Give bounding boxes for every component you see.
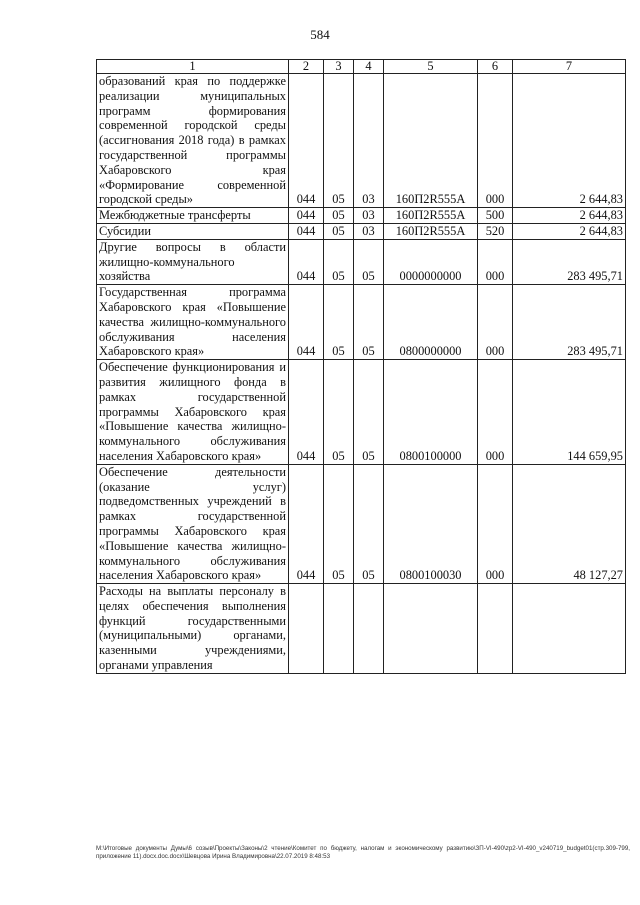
subsection-code: 03 xyxy=(354,223,384,239)
ved-code xyxy=(289,584,324,674)
row-name: Расходы на выплаты персоналу в целях обеспечения выполнения функций государственными (муниципальными) органами, казенными учреждениями, органами управления xyxy=(97,584,289,674)
table-row xyxy=(97,285,626,360)
expense-type-code: 000 xyxy=(478,285,513,360)
amount: 283 495,71 xyxy=(513,239,626,284)
table-row xyxy=(97,208,626,224)
amount: 2 644,83 xyxy=(513,223,626,239)
header-cell: 2 xyxy=(289,60,324,74)
amount: 144 659,95 xyxy=(513,360,626,465)
section-code: 05 xyxy=(324,208,354,224)
subsection-code: 03 xyxy=(354,208,384,224)
target-article-code xyxy=(384,584,478,674)
target-article-code: 0800100030 xyxy=(384,464,478,583)
ved-code: 044 xyxy=(289,223,324,239)
page-number: 584 xyxy=(310,27,330,42)
subsection-code: 05 xyxy=(354,464,384,583)
table-row xyxy=(97,360,626,465)
table-row xyxy=(97,584,626,674)
budget-table xyxy=(96,59,626,674)
file-path-footer: M:\Итоговые документы Думы\6 созыв\Проекты\Законы\2 чтение\Комитет по бюджету, налогам и экономическому развитию\ЗП-VI-490\zp2-VI-490_v240719_budget01(стр.309-799, приложение 11).docx.doc.docx\Шевцова Ирина Владимировна\22.07.2019 8:48:53 xyxy=(96,845,630,860)
ved-code: 044 xyxy=(289,285,324,360)
section-code xyxy=(324,584,354,674)
expense-type-code: 520 xyxy=(478,223,513,239)
row-name: Обеспечение деятельности (оказание услуг) подведомственных учреждений в рамках государственной программы Хабаровского края «Повышение качества жилищно-коммунального обслуживания населения Хабаровского края» xyxy=(97,464,289,583)
target-article-code: 0000000000 xyxy=(384,239,478,284)
header-cell: 5 xyxy=(384,60,478,74)
table-row xyxy=(97,239,626,284)
expense-type-code: 500 xyxy=(478,208,513,224)
ved-code: 044 xyxy=(289,239,324,284)
target-article-code: 160П2R555А xyxy=(384,74,478,208)
row-name: образований края по поддержке реализации муниципальных программ формирования современной городской среды (ассигнования 2018 года) в рамках государственной программы Хабаровского края «Формирование современной городской среды» xyxy=(97,74,289,208)
ved-code: 044 xyxy=(289,74,324,208)
subsection-code: 05 xyxy=(354,239,384,284)
header-cell: 6 xyxy=(478,60,513,74)
target-article-code: 0800100000 xyxy=(384,360,478,465)
subsection-code: 03 xyxy=(354,74,384,208)
header-cell: 3 xyxy=(324,60,354,74)
subsection-code: 05 xyxy=(354,285,384,360)
ved-code: 044 xyxy=(289,208,324,224)
row-name: Субсидии xyxy=(97,223,289,239)
subsection-code xyxy=(354,584,384,674)
amount: 48 127,27 xyxy=(513,464,626,583)
expense-type-code xyxy=(478,584,513,674)
amount: 2 644,83 xyxy=(513,208,626,224)
target-article-code: 160П2R555А xyxy=(384,208,478,224)
target-article-code: 160П2R555А xyxy=(384,223,478,239)
table-row xyxy=(97,74,626,208)
amount xyxy=(513,584,626,674)
table-row xyxy=(97,464,626,583)
header-row xyxy=(97,60,626,74)
expense-type-code: 000 xyxy=(478,74,513,208)
section-code: 05 xyxy=(324,464,354,583)
row-name: Государственная программа Хабаровского края «Повышение качества жилищно-коммунального обслуживания населения Хабаровского края» xyxy=(97,285,289,360)
section-code: 05 xyxy=(324,239,354,284)
header-cell: 7 xyxy=(513,60,626,74)
subsection-code: 05 xyxy=(354,360,384,465)
amount: 283 495,71 xyxy=(513,285,626,360)
section-code: 05 xyxy=(324,74,354,208)
table-row xyxy=(97,223,626,239)
ved-code: 044 xyxy=(289,464,324,583)
header-cell: 4 xyxy=(354,60,384,74)
section-code: 05 xyxy=(324,285,354,360)
section-code: 05 xyxy=(324,223,354,239)
expense-type-code: 000 xyxy=(478,239,513,284)
row-name: Межбюджетные трансферты xyxy=(97,208,289,224)
row-name: Другие вопросы в области жилищно-коммунального хозяйства xyxy=(97,239,289,284)
ved-code: 044 xyxy=(289,360,324,465)
amount: 2 644,83 xyxy=(513,74,626,208)
target-article-code: 0800000000 xyxy=(384,285,478,360)
expense-type-code: 000 xyxy=(478,360,513,465)
row-name: Обеспечение функционирования и развития жилищного фонда в рамках государственной программы Хабаровского края «Повышение качества жилищно-коммунального обслуживания населения Хабаровского края» xyxy=(97,360,289,465)
section-code: 05 xyxy=(324,360,354,465)
expense-type-code: 000 xyxy=(478,464,513,583)
header-cell: 1 xyxy=(97,60,289,74)
